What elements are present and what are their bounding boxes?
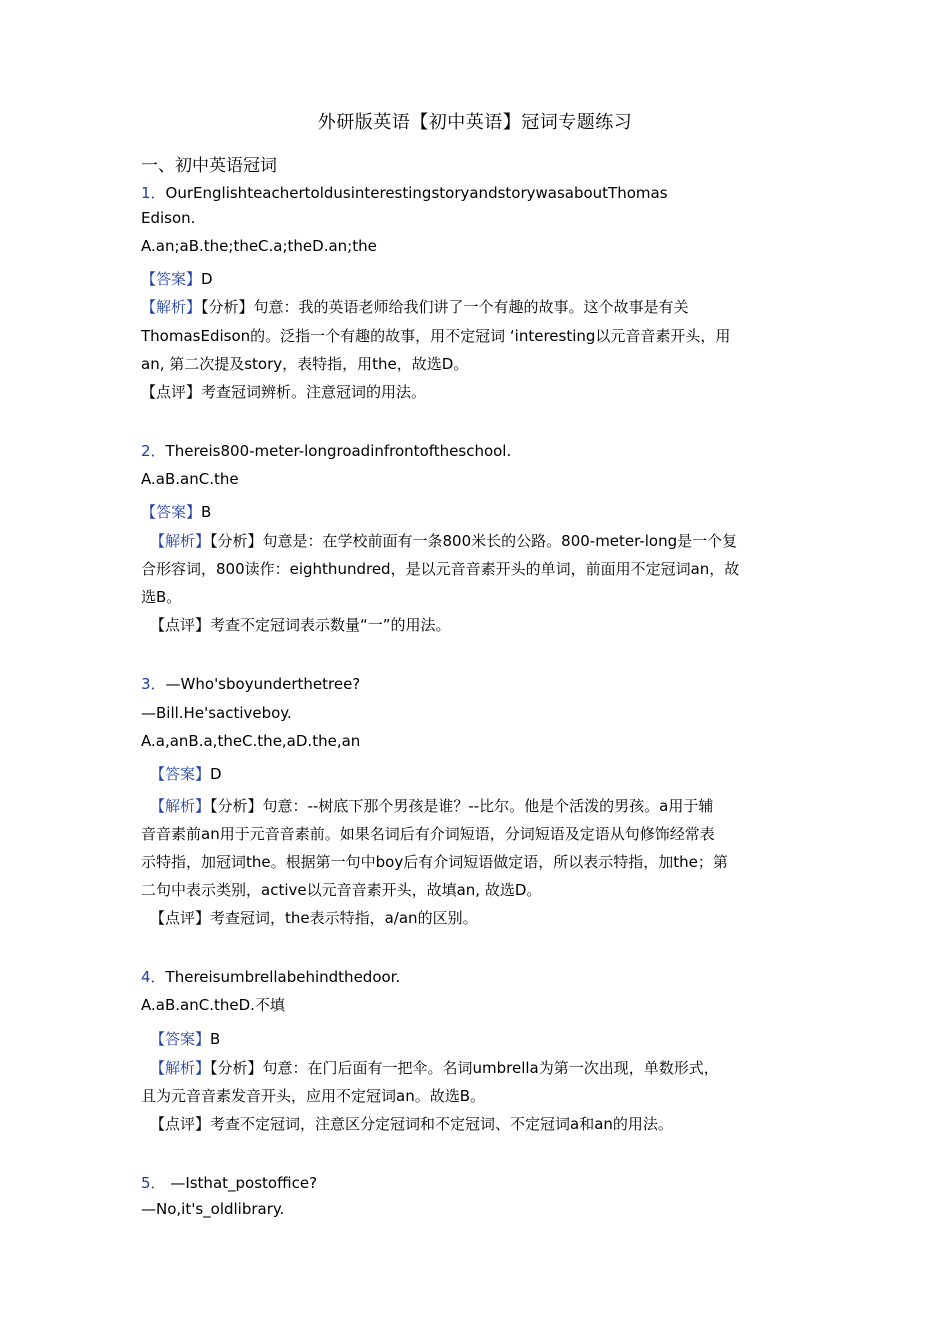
question-3-comment: 【点评】考查冠词，the表示特指，a/an的区别。 [150, 909, 478, 927]
question-1-comment: 【点评】考查冠词辨析。注意冠词的用法。 [141, 383, 427, 401]
question-2-answer: 【答案】B [141, 503, 212, 521]
question-5-stem: 5． —Isthat_postoffice? [141, 1174, 318, 1192]
question-1-stem-cont: Edison. [141, 209, 196, 227]
question-2-analysis: 【解析】【分析】句意是：在学校前面有一条800米长的公路。800-meter-long是一个复 [150, 532, 738, 550]
section-heading: 一、初中英语冠词 [141, 156, 277, 176]
question-number: 4． [141, 968, 166, 986]
question-4-comment: 【点评】考查不定冠词，注意区分定冠词和不定冠词、不定冠词a和an的用法。 [150, 1115, 673, 1133]
question-1-stem: 1．OurEnglishteachertoldusinterestingstoryandstorywasaboutThomas [141, 184, 668, 202]
question-5-stem-cont: —No,it's_oldlibrary. [141, 1200, 285, 1218]
question-3-analysis-3: 示特指，加冠词the。根据第一句中boy后有介词短语做定语，所以表示特指，加the；第 [141, 853, 728, 871]
question-2-analysis-3: 选B。 [141, 588, 182, 606]
question-4-analysis: 【解析】【分析】句意：在门后面有一把伞。名词umbrella为第一次出现，单数形式， [150, 1059, 719, 1077]
question-3-answer: 【答案】D [150, 765, 222, 783]
question-1-analysis-3: an, 第二次提及story，表特指，用the，故选D。 [141, 355, 469, 373]
question-3-analysis: 【解析】【分析】句意：--树底下那个男孩是谁？--比尔。他是个活泼的男孩。a用于辅 [150, 797, 714, 815]
question-2-options: A.aB.anC.the [141, 470, 239, 488]
question-3-options: A.a,anB.a,theC.the,aD.the,an [141, 732, 361, 750]
question-3-analysis-4: 二句中表示类别，active以元音音素开头，故填an, 故选D。 [141, 881, 542, 899]
question-3-analysis-2: 音音素前an用于元音音素前。如果名词后有介词短语，分词短语及定语从句修饰经常表 [141, 825, 715, 843]
question-4-answer: 【答案】B [150, 1030, 221, 1048]
question-1-options: A.an;aB.the;theC.a;theD.an;the [141, 237, 377, 255]
question-2-comment: 【点评】考查不定冠词表示数量“一”的用法。 [150, 616, 451, 634]
question-3-stem: 3．—Who'sboyunderthetree? [141, 675, 361, 693]
question-number: 5． [141, 1174, 166, 1192]
question-number: 2． [141, 442, 166, 460]
question-1-analysis: 【解析】【分析】句意：我的英语老师给我们讲了一个有趣的故事。这个故事是有关 [141, 298, 689, 316]
question-2-stem: 2．Thereis800-meter-longroadinfrontoftheschool. [141, 442, 512, 460]
question-3-stem-cont: —Bill.He'sactiveboy. [141, 704, 292, 722]
page-title: 外研版英语【初中英语】冠词专题练习 [317, 112, 633, 133]
question-number: 1． [141, 184, 166, 202]
question-4-analysis-2: 且为元音音素发音开头，应用不定冠词an。故选B。 [141, 1087, 485, 1105]
question-4-options: A.aB.anC.theD.不填 [141, 996, 285, 1014]
question-4-stem: 4．Thereisumbrellabehindthedoor. [141, 968, 401, 986]
question-2-analysis-2: 合形容词，800读作：eighthundred，是以元音音素开头的单词，前面用不定冠词an，故 [141, 560, 740, 578]
question-1-analysis-2: ThomasEdison的。泛指一个有趣的故事，用不定冠词 ‘interesting以元音音素开头，用 [141, 327, 731, 345]
question-number: 3． [141, 675, 166, 693]
question-1-answer: 【答案】D [141, 270, 213, 288]
